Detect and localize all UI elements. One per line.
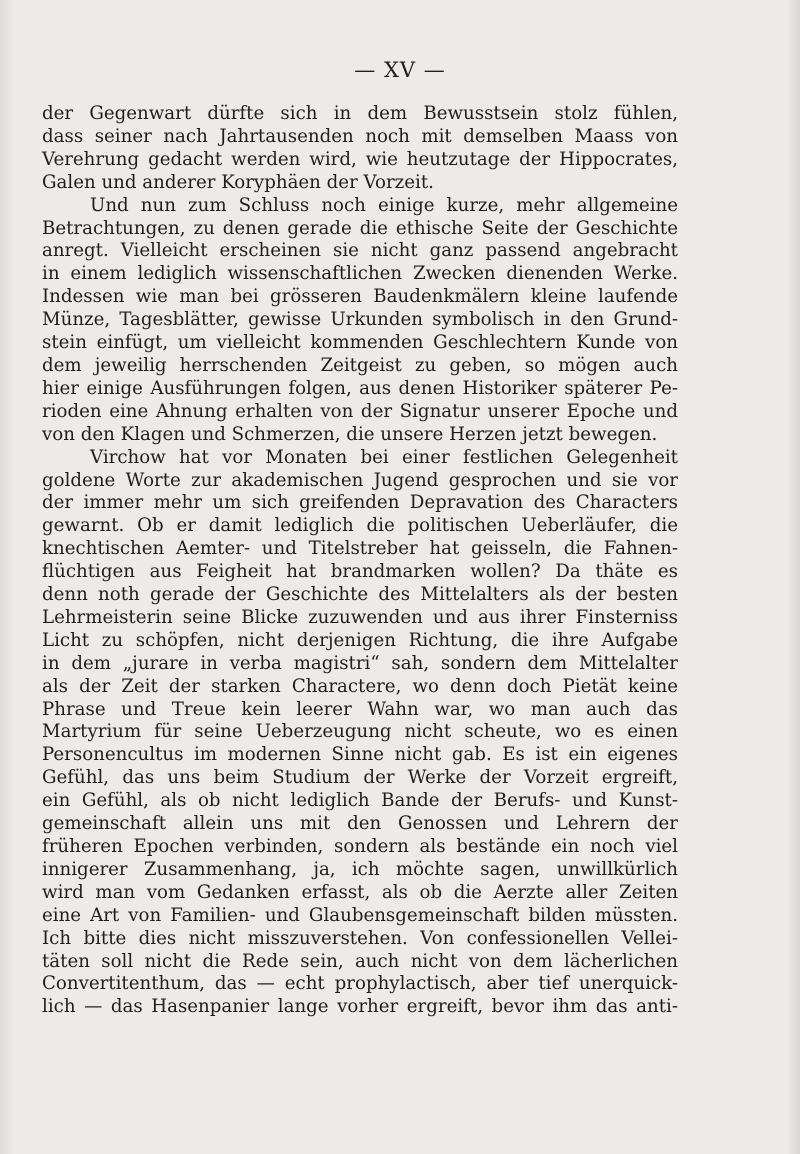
text-line: der Gegenwart dürfte sich in dem Bewusstsein stolz fühlen,: [42, 103, 678, 124]
text-line: flüchtigen aus Feigheit hat brandmarken wollen? Da thäte es: [42, 561, 678, 583]
text-line: Virchow hat vor Monaten bei einer festlichen Gelegenheit: [90, 446, 678, 468]
text-line: Verehrung gedacht werden wird, wie heutzutage der Hippocrates,: [42, 148, 678, 170]
text-line: rioden eine Ahnung erhalten von der Signatur unserer Epoche und: [42, 400, 678, 422]
text-line: wird man vom Gedanken erfasst, als ob die Aerzte aller Zeiten: [42, 881, 678, 903]
text-line: anregt. Vielleicht erscheinen sie nicht ganz passend angebracht: [42, 240, 678, 262]
text-line: Phrase und Treue kein leerer Wahn war, wo man auch das: [42, 698, 678, 720]
text-line: Galen und anderer Koryphäen der Vorzeit.: [42, 171, 434, 193]
text-line: Gefühl, das uns beim Studium der Werke der Vorzeit ergreift,: [42, 767, 678, 789]
text-line: denn noth gerade der Geschichte des Mittelalters als der besten: [42, 584, 678, 606]
text-line: Personencultus im modernen Sinne nicht gab. Es ist ein eigenes: [42, 744, 678, 766]
page-number-header: — XV —: [354, 58, 446, 82]
text-line: Betrachtungen, zu denen gerade die ethische Seite der Geschichte: [42, 217, 678, 239]
text-line: dass seiner nach Jahrtausenden noch mit demselben Maass von: [42, 125, 678, 147]
text-line: gewarnt. Ob er damit lediglich die politischen Ueberläufer, die: [42, 515, 678, 537]
text-line: von den Klagen und Schmerzen, die unsere Herzen jetzt bewegen.: [42, 423, 658, 445]
text-line: knechtischen Aemter- und Titelstreber hat geisseln, die Fahnen-: [42, 538, 678, 560]
text-line: eine Art von Familien- und Glaubensgemeinschaft bilden müssten.: [42, 904, 678, 926]
text-line: lich — das Hasenpanier lange vorher ergreift, bevor ihm das anti-: [42, 996, 678, 1018]
text-line: Ich bitte dies nicht misszuverstehen. Von confessionellen Vellei-: [42, 927, 678, 949]
text-line: Martyrium für seine Ueberzeugung nicht scheute, wo es einen: [42, 721, 678, 743]
text-line: Licht zu schöpfen, nicht derjenigen Richtung, die ihre Aufgabe: [42, 629, 678, 651]
text-line: gemeinschaft allein uns mit den Genossen und Lehrern der: [42, 813, 678, 835]
text-line: früheren Epochen verbinden, sondern als bestände ein noch viel: [42, 836, 678, 857]
text-line: dem jeweilig herrschenden Zeitgeist zu geben, so mögen auch: [42, 354, 678, 376]
text-line: Convertitenthum, das — echt prophylactisch, aber tief unerquick-: [42, 973, 678, 995]
body-text: [42, 103, 678, 1019]
text-line: Lehrmeisterin seine Blicke zuzuwenden und aus ihrer Finsterniss: [42, 606, 678, 628]
text-line: der immer mehr um sich greifenden Depravation des Characters: [42, 492, 678, 514]
text-line: ein Gefühl, als ob nicht lediglich Bande der Berufs- und Kunst-: [42, 790, 678, 812]
text-line: hier einige Ausführungen folgen, aus denen Historiker späterer Pe-: [42, 377, 678, 399]
text-line: goldene Worte zur akademischen Jugend gesprochen und sie vor: [42, 469, 678, 491]
text-line: stein einfügt, um vielleicht kommenden Geschlechtern Kunde von: [42, 332, 678, 354]
text-line: in einem lediglich wissenschaftlichen Zwecken dienenden Werke.: [42, 263, 678, 285]
text-line: Münze, Tagesblätter, gewisse Urkunden symbolisch in den Grund-: [42, 309, 678, 331]
text-line: als der Zeit der starken Charactere, wo denn doch Pietät keine: [42, 675, 678, 697]
text-line: täten soll nicht die Rede sein, auch nicht von dem lächerlichen: [42, 950, 678, 972]
text-line: Indessen wie man bei grösseren Baudenkmälern kleine laufende: [42, 286, 678, 308]
text-line: innigerer Zusammenhang, ja, ich möchte sagen, unwillkürlich: [42, 858, 678, 880]
text-line: in dem „jurare in verba magistri“ sah, sondern dem Mittelalter: [42, 652, 678, 674]
text-line: Und nun zum Schluss noch einige kurze, mehr allgemeine: [90, 194, 678, 216]
